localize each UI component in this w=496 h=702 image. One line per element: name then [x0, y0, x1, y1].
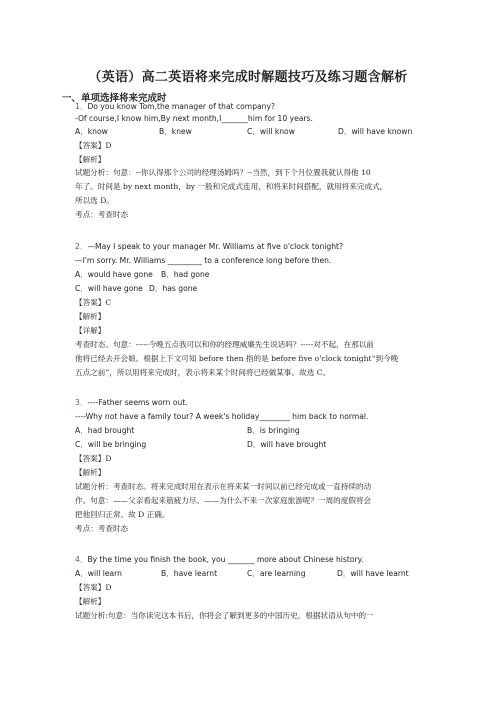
question-text: Do you know Tom,the manager of that company? — [87, 102, 276, 111]
option-a: A．would have gone — [75, 270, 153, 279]
option-b: B．had gone — [161, 270, 210, 279]
section-heading: 一、单项选择将来完成时 — [62, 93, 167, 104]
detail-label: 【详解】 — [75, 326, 106, 335]
question-3-stem-line2: ----Why not have a family tour? A week's holiday________ him back to normal. — [75, 412, 369, 421]
explanation-line: 年了。时间是 by next month，by 一般和完成式连用，和将来时间搭配，就用将来完成式， — [75, 182, 388, 191]
question-number: 1． — [75, 102, 88, 111]
option-a: A．will learn — [75, 569, 122, 578]
answer-label: 【答案】D — [75, 141, 112, 150]
knowledge-point: 考点：考查时态 — [75, 210, 129, 219]
option-d: D．has gone — [149, 284, 198, 293]
explanation-line: 把他回归正常。故 D 正确。 — [75, 510, 170, 519]
explanation-line: 作。句意：——父亲看起来筋疲力尽。——为什么不来一次家庭旅游呢？一周的度假将会 — [75, 496, 372, 505]
answer-label: 【答案】D — [75, 583, 112, 592]
option-d: D．will have learnt — [337, 569, 409, 578]
analysis-label: 【解析】 — [75, 155, 106, 164]
knowledge-point: 考点：考查时态 — [75, 524, 129, 533]
explanation-line: 考查时态。句意：-----今晚五点我可以和你的经理威廉先生说话吗？-----对不起，在那以前 — [75, 340, 375, 349]
question-text: —May I speak to your manager Mr. Williams at five o'clock tonight? — [87, 242, 344, 251]
question-number: 3． — [75, 398, 88, 407]
question-2-stem — [75, 242, 343, 252]
option-b: B．is bringing — [247, 426, 300, 435]
question-text: ----Father seems worn out. — [87, 398, 188, 407]
option-d: D．will have brought — [247, 440, 327, 449]
option-c: C．will be bringing — [75, 440, 147, 449]
option-a: A．had brought — [75, 426, 135, 435]
question-4-stem — [75, 555, 363, 565]
explanation-line: 试题分析：句意：--你认得那个公司的经理汤姆吗？--当然，到下个月位置我就认得他 10 — [75, 168, 371, 177]
question-2-stem-line2: —I'm sorry. Mr. Williams _________ to a conference long before then. — [75, 256, 332, 265]
explanation-line: 他将已经去开会娘。根据上下文可知 before then 指的是 before five o'clock tonight“到今晚 — [75, 354, 399, 363]
question-text: By the time you finish the book, you _______ more about Chinese history. — [87, 555, 364, 564]
explanation-line: 所以选 D。 — [75, 196, 114, 205]
question-1-stem — [75, 102, 275, 112]
analysis-label: 【解析】 — [75, 597, 106, 606]
explanation-line: 五点之前”，所以用将来完成时，表示将来某个时间将已经做某事。故选 C。 — [75, 368, 331, 377]
answer-label: 【答案】D — [75, 454, 112, 463]
page-title: （英语）高二英语将来完成时解题技巧及练习题含解析 — [88, 70, 408, 85]
analysis-label: 【解析】 — [75, 312, 106, 321]
explanation-line: 试题分析：考查时态。将来完成时用在表示在将来某一时间以前已经完成或一直持续的动 — [75, 482, 372, 491]
option-b: B．have learnt — [161, 569, 218, 578]
question-number: 4． — [75, 555, 88, 564]
question-3-stem — [75, 398, 188, 408]
option-c: C．will know — [247, 127, 295, 136]
option-c: C．are learning — [247, 569, 306, 578]
option-a: A．know — [75, 127, 108, 136]
question-number: 2． — [75, 242, 88, 251]
analysis-label: 【解析】 — [75, 468, 106, 477]
question-1-stem-line2: -Of course,I know him,By next month,I_______him for 10 years. — [75, 114, 313, 123]
answer-label: 【答案】C — [75, 298, 112, 307]
option-d: D．will have known — [338, 127, 413, 136]
option-b: B．knew — [159, 127, 192, 136]
option-c: C．will have gone — [75, 284, 143, 293]
explanation-line: 试题分析:句意：当你读完这本书后，你将会了解到更多的中国历史。根据状语从句中的一 — [75, 611, 374, 620]
